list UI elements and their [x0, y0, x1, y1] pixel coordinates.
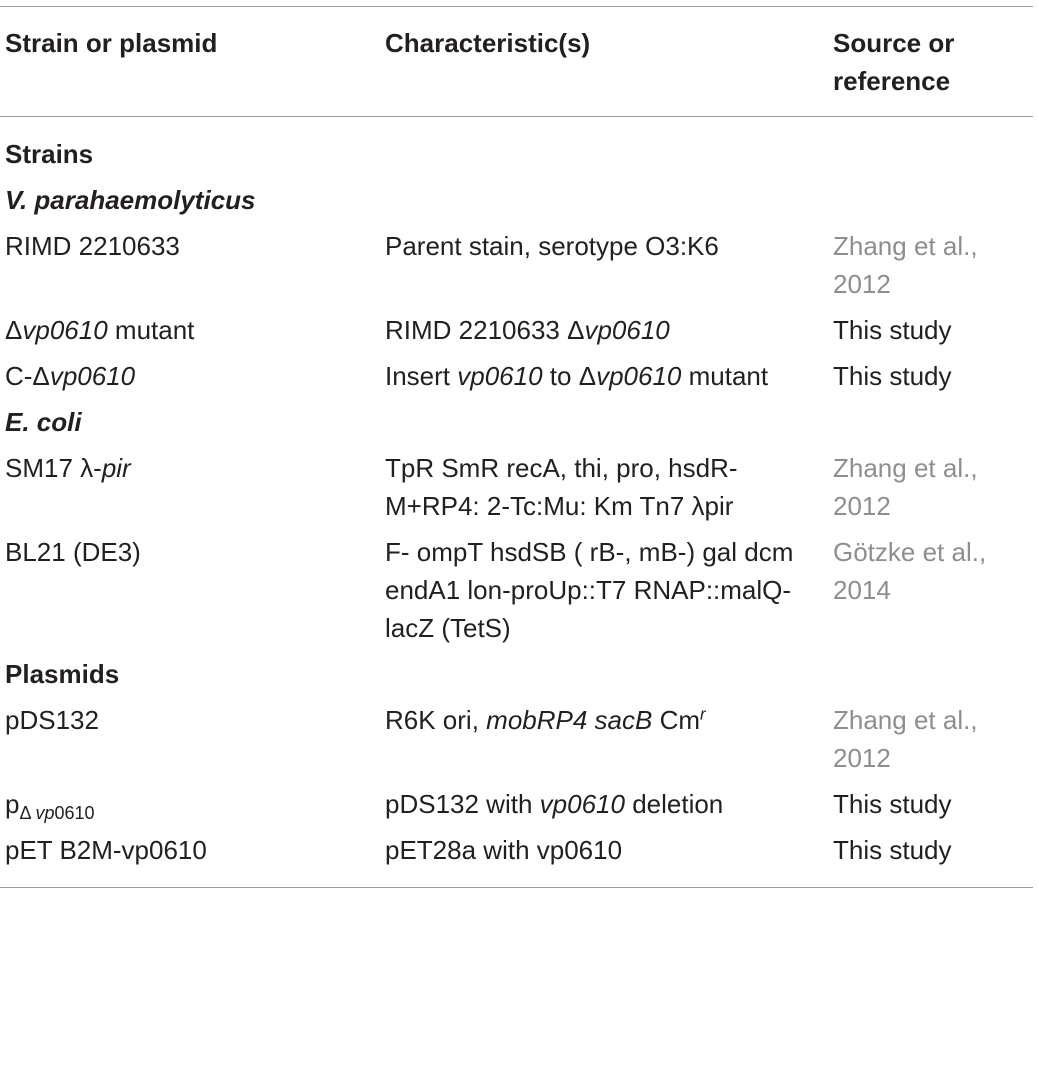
subsection-e-coli: E. coli	[5, 407, 82, 437]
strain-name	[0, 353, 380, 399]
char-text: to Δ	[542, 361, 597, 391]
subsection-v-parahaemolyticus: V. parahaemolyticus	[5, 185, 256, 215]
subsection-row-vp	[0, 177, 1033, 223]
source-reference: Götzke et al., 2014	[833, 537, 987, 605]
resistance-superscript: r	[700, 704, 706, 724]
characteristics	[380, 307, 828, 353]
char-text: pDS132 with	[385, 789, 540, 819]
characteristics	[380, 353, 828, 399]
characteristics: F- ompT hsdSB ( rB-, mB-) gal dcm endA1 lon-proUp::T7 RNAP::malQ-lacZ (TetS)	[385, 537, 794, 643]
header-strain: Strain or plasmid	[0, 7, 380, 117]
header-characteristics: Characteristic(s)	[380, 7, 828, 117]
name-prefix: p	[5, 789, 20, 819]
strain-name	[0, 445, 380, 529]
plasmid-name	[0, 781, 380, 827]
section-row-strains	[0, 117, 1033, 178]
source-reference: Zhang et al., 2012	[833, 231, 978, 299]
delta-symbol: Δ	[19, 803, 36, 824]
plasmid-name: pET B2M-vp0610	[5, 835, 207, 865]
plasmid-name: pDS132	[5, 705, 99, 735]
characteristics: Parent stain, serotype O3:K6	[385, 231, 719, 261]
section-plasmids: Plasmids	[5, 659, 120, 689]
header-source: Source or reference	[828, 7, 1033, 117]
char-text: R6K ori,	[385, 705, 487, 735]
source-reference: This study	[833, 789, 952, 819]
gene-name: vp0610	[49, 361, 136, 391]
characteristics	[380, 697, 828, 781]
gene-name: vp0610	[584, 315, 670, 345]
gene-name: pir	[101, 453, 131, 483]
subsection-row-ecoli	[0, 399, 1033, 445]
table-row	[0, 827, 1033, 888]
char-text: Cm	[652, 705, 701, 735]
gene-name: vp0610	[22, 315, 108, 345]
delta-symbol: Δ	[5, 315, 23, 345]
source-reference: This study	[833, 835, 952, 865]
source-reference: This study	[833, 315, 952, 345]
characteristics: pET28a with vp0610	[385, 835, 623, 865]
source-reference: This study	[833, 361, 952, 391]
table-row	[0, 223, 1033, 307]
char-text: RIMD 2210633 Δ	[385, 315, 585, 345]
table-row	[0, 781, 1033, 827]
table-body	[0, 117, 1033, 888]
table-row	[0, 697, 1033, 781]
gene-name: vp	[35, 803, 55, 824]
table-header	[0, 7, 1033, 117]
char-text: Insert	[385, 361, 458, 391]
strains-plasmids-table	[0, 6, 1033, 888]
gene-name: vp0610	[457, 361, 543, 391]
source-reference: Zhang et al., 2012	[833, 453, 978, 521]
table-row	[0, 353, 1033, 399]
name-prefix: SM17 λ-	[5, 453, 102, 483]
header-row	[0, 7, 1033, 117]
char-text: deletion	[624, 789, 724, 819]
gene-name: vp0610	[596, 361, 682, 391]
section-strains: Strains	[5, 139, 94, 169]
strain-name: RIMD 2210633	[5, 231, 180, 261]
source-reference: Zhang et al., 2012	[833, 705, 978, 773]
gene-number: 0610	[54, 803, 95, 824]
gene-name: vp0610	[539, 789, 625, 819]
table-row	[0, 307, 1033, 353]
name-prefix: C-Δ	[5, 361, 50, 391]
strain-name	[0, 307, 380, 353]
name-suffix: mutant	[107, 315, 195, 345]
strain-name: BL21 (DE3)	[5, 537, 141, 567]
section-row-plasmids	[0, 651, 1033, 697]
table-row	[0, 445, 1033, 529]
gene-name: mobRP4 sacB	[486, 705, 653, 735]
table-row	[0, 529, 1033, 651]
characteristics	[380, 781, 828, 827]
characteristics: TpR SmR recA, thi, pro, hsdR-M+RP4: 2-Tc:Mu: Km Tn7 λpir	[385, 453, 738, 521]
char-text: mutant	[681, 361, 769, 391]
